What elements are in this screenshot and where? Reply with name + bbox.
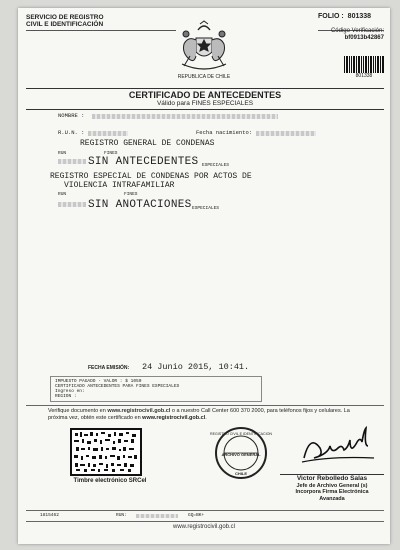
title-box bbox=[26, 88, 384, 110]
register-vif-title-2: VIOLENCIA INTRAFAMILIAR bbox=[64, 181, 175, 190]
document-title: CERTIFICADO DE ANTECEDENTES bbox=[128, 90, 282, 100]
verify-link[interactable]: www.registrocivil.gob.cl bbox=[107, 408, 171, 414]
electronic-stamp-code-icon bbox=[70, 428, 142, 476]
signature-icon bbox=[300, 428, 378, 468]
verification-code bbox=[296, 28, 384, 42]
verify-link-2[interactable]: www.registrocivil.gob.cl bbox=[142, 415, 206, 421]
certificate-type: CERTIFICADO ANTECEDENTES PARA FINES ESPECIALES bbox=[55, 384, 180, 389]
register-general-fines: FINES bbox=[104, 151, 118, 156]
verify-text-2: o a nuestro Call Center 600 370 2000, para teléfonos fijos y celulares. La próxima vez, obtén este certificado en bbox=[48, 408, 350, 421]
seal-top-text: REGISTRO CIVIL E IDENTIFICACION bbox=[210, 432, 272, 436]
register-general-suffix: ESPECIALES bbox=[202, 163, 230, 168]
certificate-page bbox=[18, 8, 390, 544]
verify-text-end: . bbox=[205, 415, 207, 421]
issuer-line-1: SERVICIO DE REGISTRO bbox=[26, 14, 104, 21]
folio bbox=[318, 13, 371, 20]
seal-bottom-text: CHILE bbox=[235, 471, 247, 476]
register-vif-fines: FINES bbox=[124, 192, 138, 197]
issuer-line-2: CIVIL E IDENTIFICACIÓN bbox=[26, 21, 104, 28]
register-vif-title-1: REGISTRO ESPECIAL DE CONDENAS POR ACTOS DE bbox=[50, 172, 252, 181]
bottom-reference-row bbox=[26, 510, 384, 522]
birth-date-redacted bbox=[256, 131, 316, 136]
footer-website[interactable]: www.registrocivil.gob.cl bbox=[172, 524, 236, 530]
signer-line-3: Incorpora Firma Electrónica bbox=[295, 489, 369, 495]
barcode-icon bbox=[344, 56, 384, 73]
seal-center-text: ARCHIVO GENERAL bbox=[221, 452, 261, 457]
emission-box bbox=[50, 376, 262, 402]
register-general-title: REGISTRO GENERAL DE CONDENAS bbox=[80, 139, 215, 148]
signer-name: Victor Rebolledo Salas bbox=[280, 474, 384, 483]
archive-seal-icon bbox=[210, 426, 272, 480]
register-general-run: RUN bbox=[58, 151, 67, 156]
register-vif-run: RUN bbox=[58, 192, 67, 197]
register-general-result: SIN ANTECEDENTES bbox=[88, 156, 199, 168]
register-vif-suffix: ESPECIALES bbox=[192, 206, 220, 211]
coat-of-arms-icon bbox=[168, 20, 240, 74]
tax-paid: IMPUESTO PAGADO - VALOR : $ 1050 bbox=[55, 379, 142, 384]
signer-title: Jefe de Archivo General (s) bbox=[296, 482, 368, 489]
footer-divider bbox=[26, 405, 384, 406]
bottom-run-redacted bbox=[136, 514, 178, 518]
issuer-name bbox=[26, 14, 104, 28]
region-label: REGION : bbox=[55, 394, 77, 399]
name-redacted bbox=[92, 114, 278, 119]
verification-notice bbox=[48, 408, 368, 422]
header-divider bbox=[26, 30, 176, 31]
bottom-code: GQ=BK+ bbox=[188, 513, 205, 518]
run-redacted bbox=[88, 131, 128, 136]
verify-text-1: Verifique documento en bbox=[48, 408, 108, 414]
signer-block bbox=[280, 474, 384, 502]
folio-label: FOLIO : bbox=[318, 13, 344, 20]
emission-date-value: 24 Junio 2015, 10:41. bbox=[142, 362, 250, 372]
birth-date-label: Fecha nacimiento: bbox=[196, 129, 253, 136]
register-vif-redacted bbox=[58, 202, 86, 207]
folio-value: 801338 bbox=[347, 13, 372, 20]
ingreso-label: Ingreso en: bbox=[55, 389, 85, 394]
republic-label: REPUBLICA DE CHILE bbox=[177, 74, 231, 80]
run-label: R.U.N. : bbox=[58, 129, 85, 136]
register-general-redacted bbox=[58, 159, 86, 164]
register-vif-result: SIN ANOTACIONES bbox=[88, 199, 192, 211]
barcode-number: 801338 bbox=[355, 73, 373, 79]
document-subtitle: Válido para FINES ESPECIALES bbox=[156, 100, 254, 107]
electronic-stamp-label: Timbre electrónico SRCeI bbox=[73, 478, 147, 484]
emission-date-label: FECHA EMISIÓN: bbox=[88, 365, 130, 371]
verification-value: bf0913b42867 bbox=[344, 35, 384, 41]
bottom-run-label: RUN: bbox=[116, 513, 127, 518]
bottom-reference-number: 1815462 bbox=[40, 513, 59, 518]
signer-line-4: Avanzada bbox=[319, 495, 345, 502]
verification-label: Código Verificación: bbox=[330, 28, 384, 34]
name-label: NOMBRE : bbox=[58, 112, 85, 119]
